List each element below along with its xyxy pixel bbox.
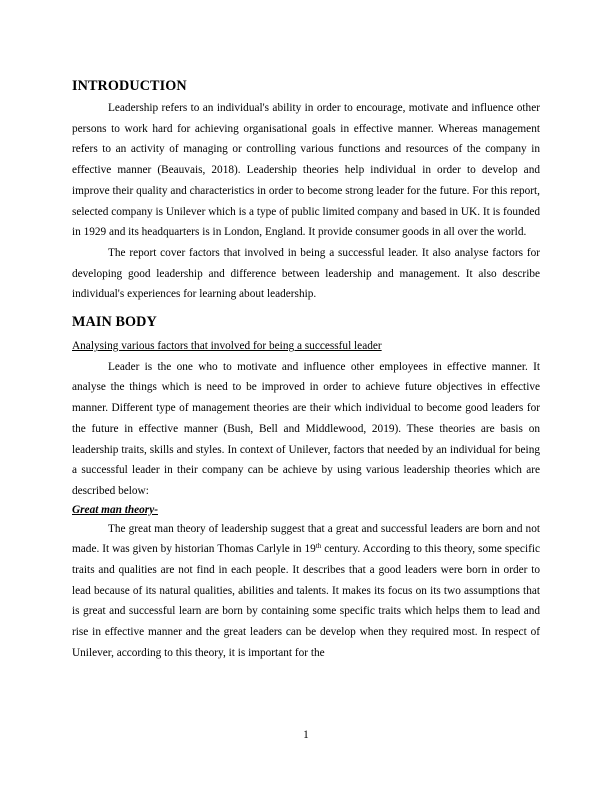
paragraph-text-start: The great man theory of leadership suggest that a great and successful leaders are born and not made. It was given by historian Thomas Carlyle in 19 <box>72 522 540 556</box>
great-man-theory-heading: Great man theory- <box>72 503 158 516</box>
introduction-heading: INTRODUCTION <box>72 78 187 94</box>
page-content <box>72 76 540 664</box>
ordinal-superscript: th <box>315 542 322 551</box>
main-body-paragraph-1: Leader is the one who to motivate and influence other employees in effective manner. It analyse the things which is need to be improved in order to achieve future objectives in effective manner. Different type of management theories are their which individual to become good leaders for the future in effective manner (Bush, Bell and Middlewood, 2019). These theories are basis on leadership traits, skills and styles. In context of Unilever, factors that needed by an individual for being a successful leader in their company can be achieve by using various leadership theories which are described below: <box>72 360 540 497</box>
page-number: 1 <box>303 729 309 741</box>
main-body-heading: MAIN BODY <box>72 314 157 331</box>
introduction-paragraph-1: Leadership refers to an individual's ability in order to encourage, motivate and influence other persons to work hard for achieving organisational goals in effective manner. Whereas management refers to an activity of managing or controlling various functions and resources of the company in effective manner (Beauvais, 2018). Leadership theories help individual in order to develop and improve their quality and characteristics in order to become strong leader for the future. For this report, selected company is Unilever which is a type of public limited company and based in UK. It is founded in 1929 and its headquarters is in London, England. It provide consumer goods in all over the world. <box>72 102 540 239</box>
section-subheading: Analysing various factors that involved for being a successful leader <box>72 340 382 353</box>
great-man-theory-paragraph <box>72 519 540 664</box>
introduction-paragraph-2: The report cover factors that involved in being a successful leader. It also analyse factors for developing good leadership and difference between leadership and management. It also describe individual's experiences for learning about leadership. <box>72 246 540 301</box>
paragraph-text-end: century. According to this theory, some specific traits and qualities are not find in each people. It describes that a good leaders were born in order to lead because of its natural qualities, abilities and talents. It makes its focus on its two assumptions that is great and successful learn are born by containing some specific traits which helps them to lead and rise in effective manner and the great leaders can be develop when they required most. In respect of Unilever, according to this theory, it is important for the <box>72 543 540 659</box>
